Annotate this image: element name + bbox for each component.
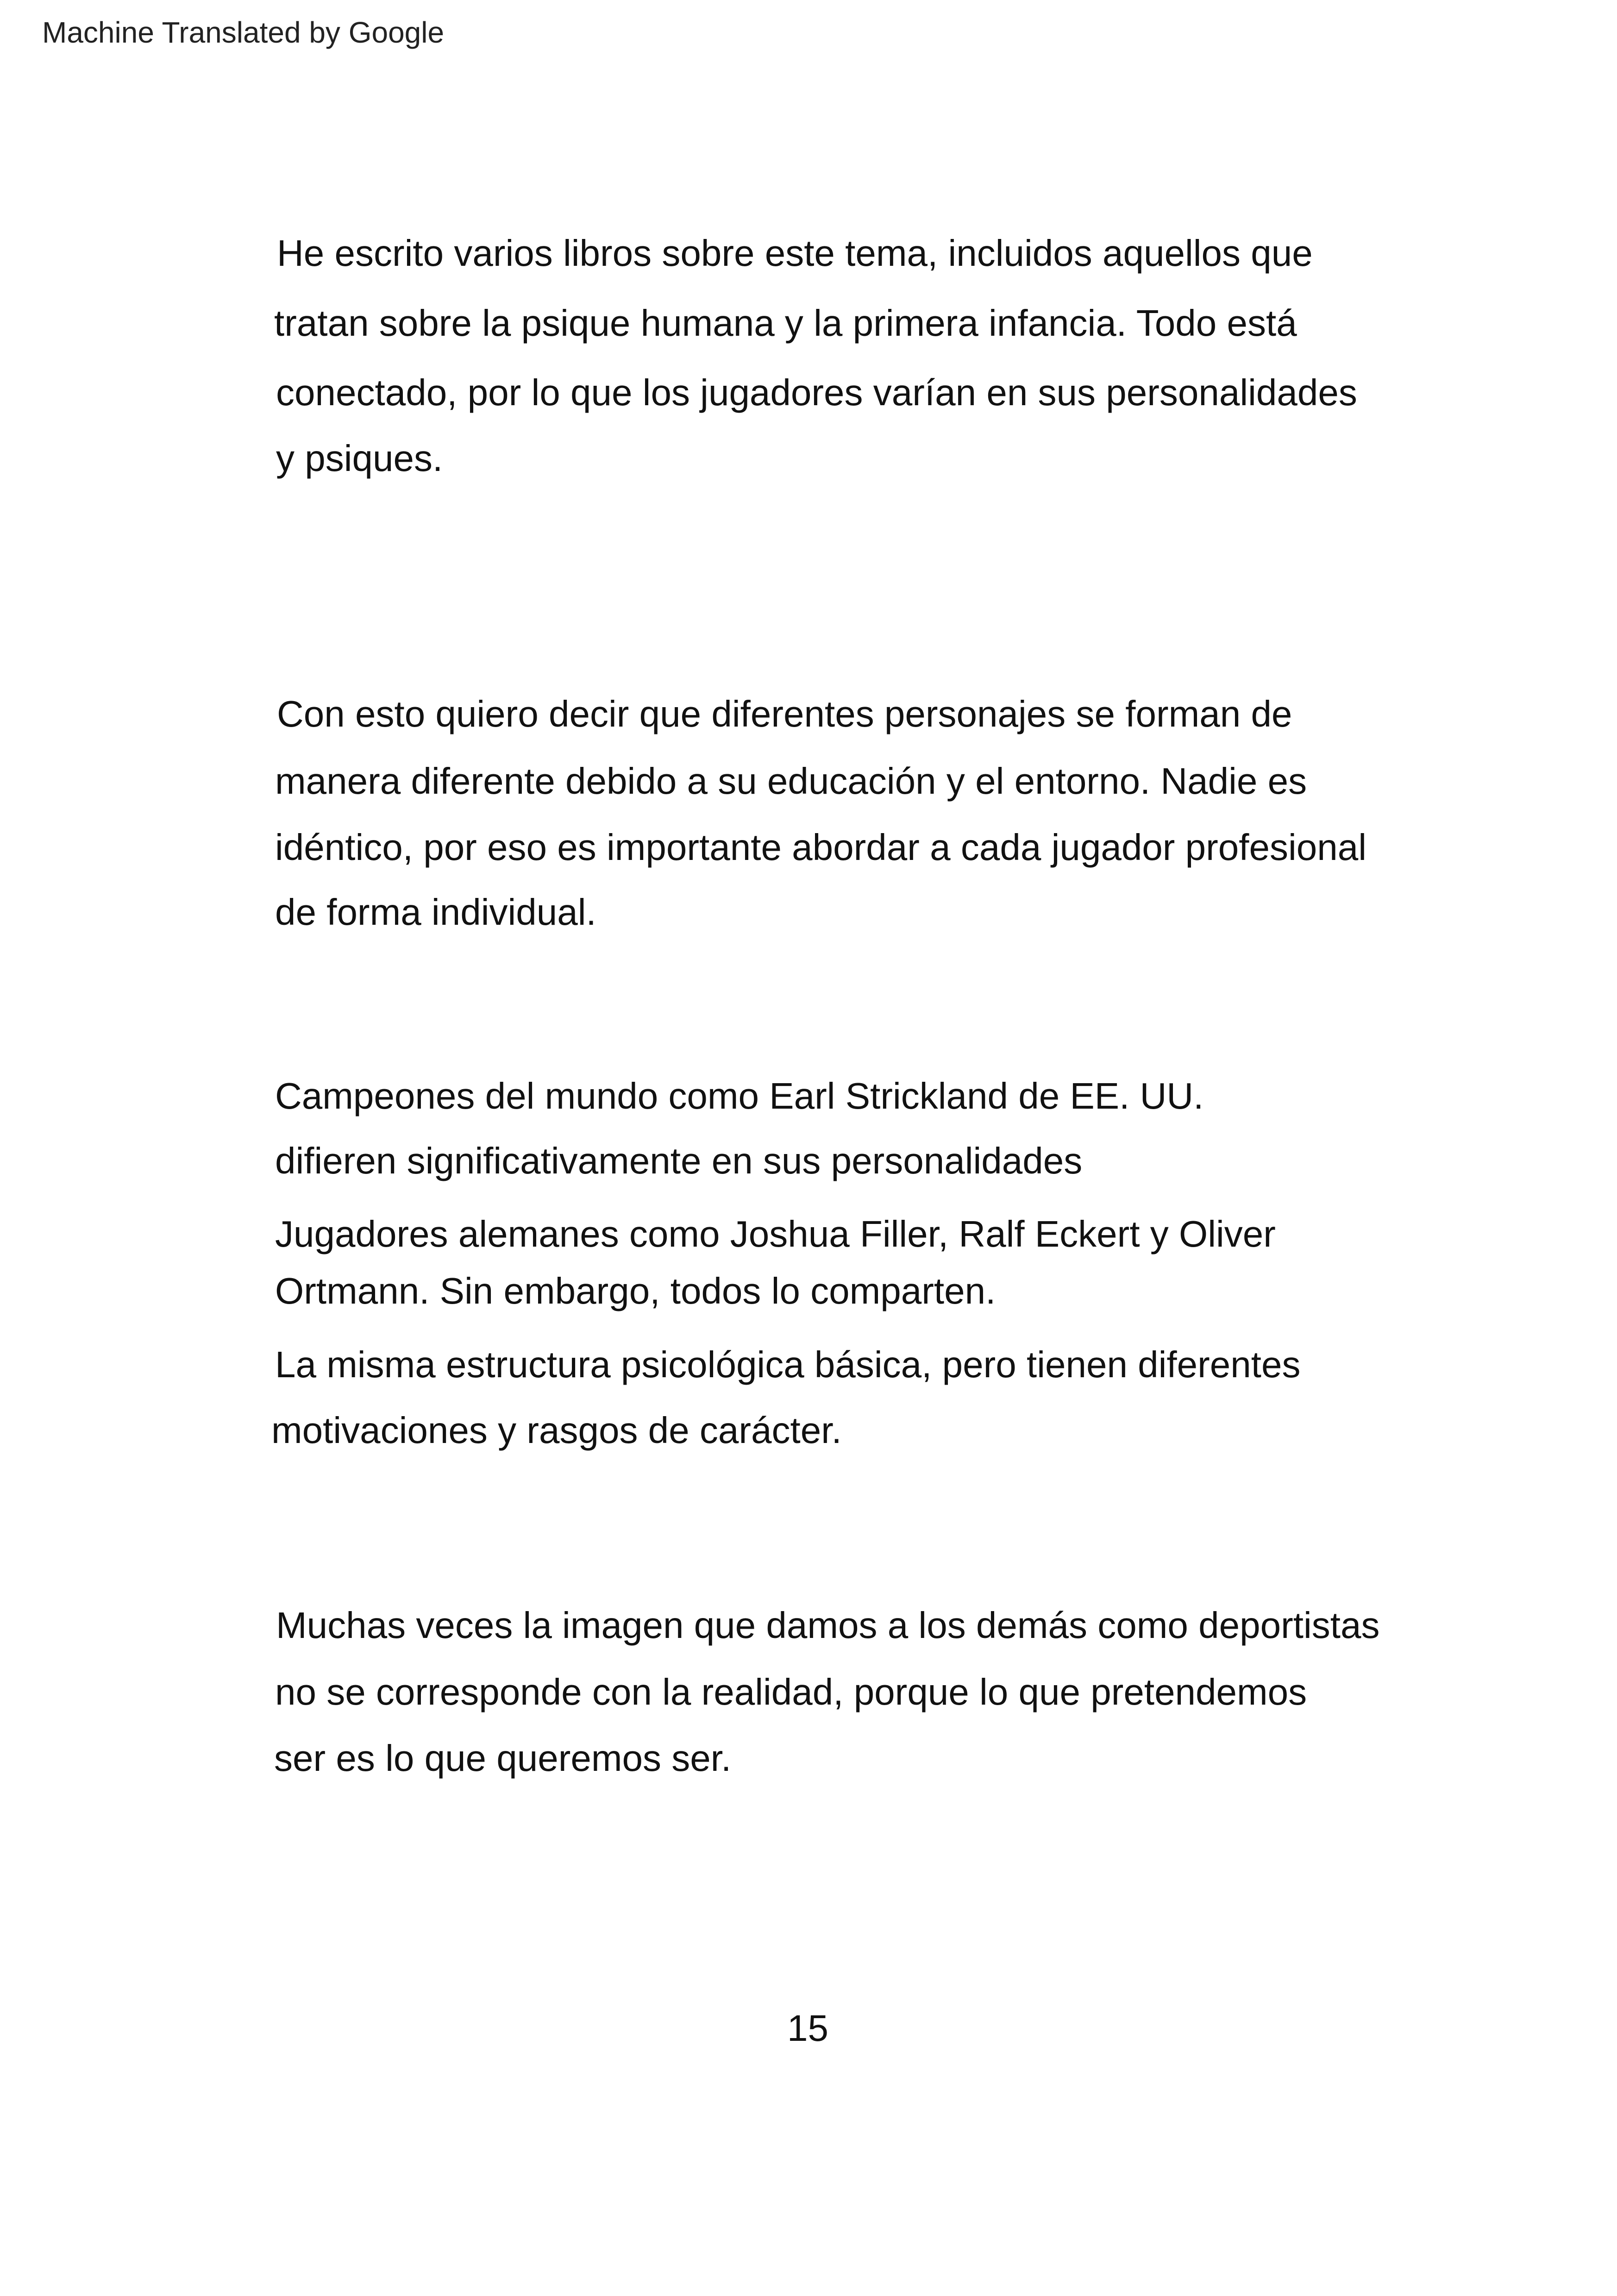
paragraph-line: de forma individual. [275, 891, 596, 933]
paragraph-line: no se corresponde con la realidad, porque lo que pretendemos [275, 1671, 1307, 1713]
paragraph-line: Ortmann. Sin embargo, todos lo comparten. [275, 1270, 996, 1311]
paragraph-line: motivaciones y rasgos de carácter. [271, 1410, 842, 1451]
paragraph-line: manera diferente debido a su educación y el entorno. Nadie es [275, 760, 1307, 802]
paragraph-line: y psiques. [276, 438, 443, 479]
paragraph-line: He escrito varios libros sobre este tema, incluidos aquellos que [277, 232, 1313, 274]
paragraph-line: Muchas veces la imagen que damos a los demás como deportistas [276, 1605, 1380, 1646]
paragraph-line: difieren significativamente en sus personalidades [275, 1140, 1083, 1181]
page-number: 15 [787, 2007, 828, 2049]
paragraph-line: idéntico, por eso es importante abordar a cada jugador profesional [275, 827, 1367, 868]
paragraph-line: conectado, por lo que los jugadores varían en sus personalidades [276, 372, 1357, 413]
paragraph-line: Jugadores alemanes como Joshua Filler, Ralf Eckert y Oliver [275, 1213, 1276, 1255]
paragraph-line: ser es lo que queremos ser. [274, 1738, 732, 1779]
machine-translation-note: Machine Translated by Google [42, 16, 445, 49]
paragraph-line: Con esto quiero decir que diferentes personajes se forman de [277, 693, 1292, 734]
paragraph-line: Campeones del mundo como Earl Strickland de EE. UU. [275, 1075, 1204, 1117]
paragraph-line: tratan sobre la psique humana y la primera infancia. Todo está [274, 302, 1297, 344]
paragraph-line: La misma estructura psicológica básica, pero tienen diferentes [275, 1344, 1301, 1385]
